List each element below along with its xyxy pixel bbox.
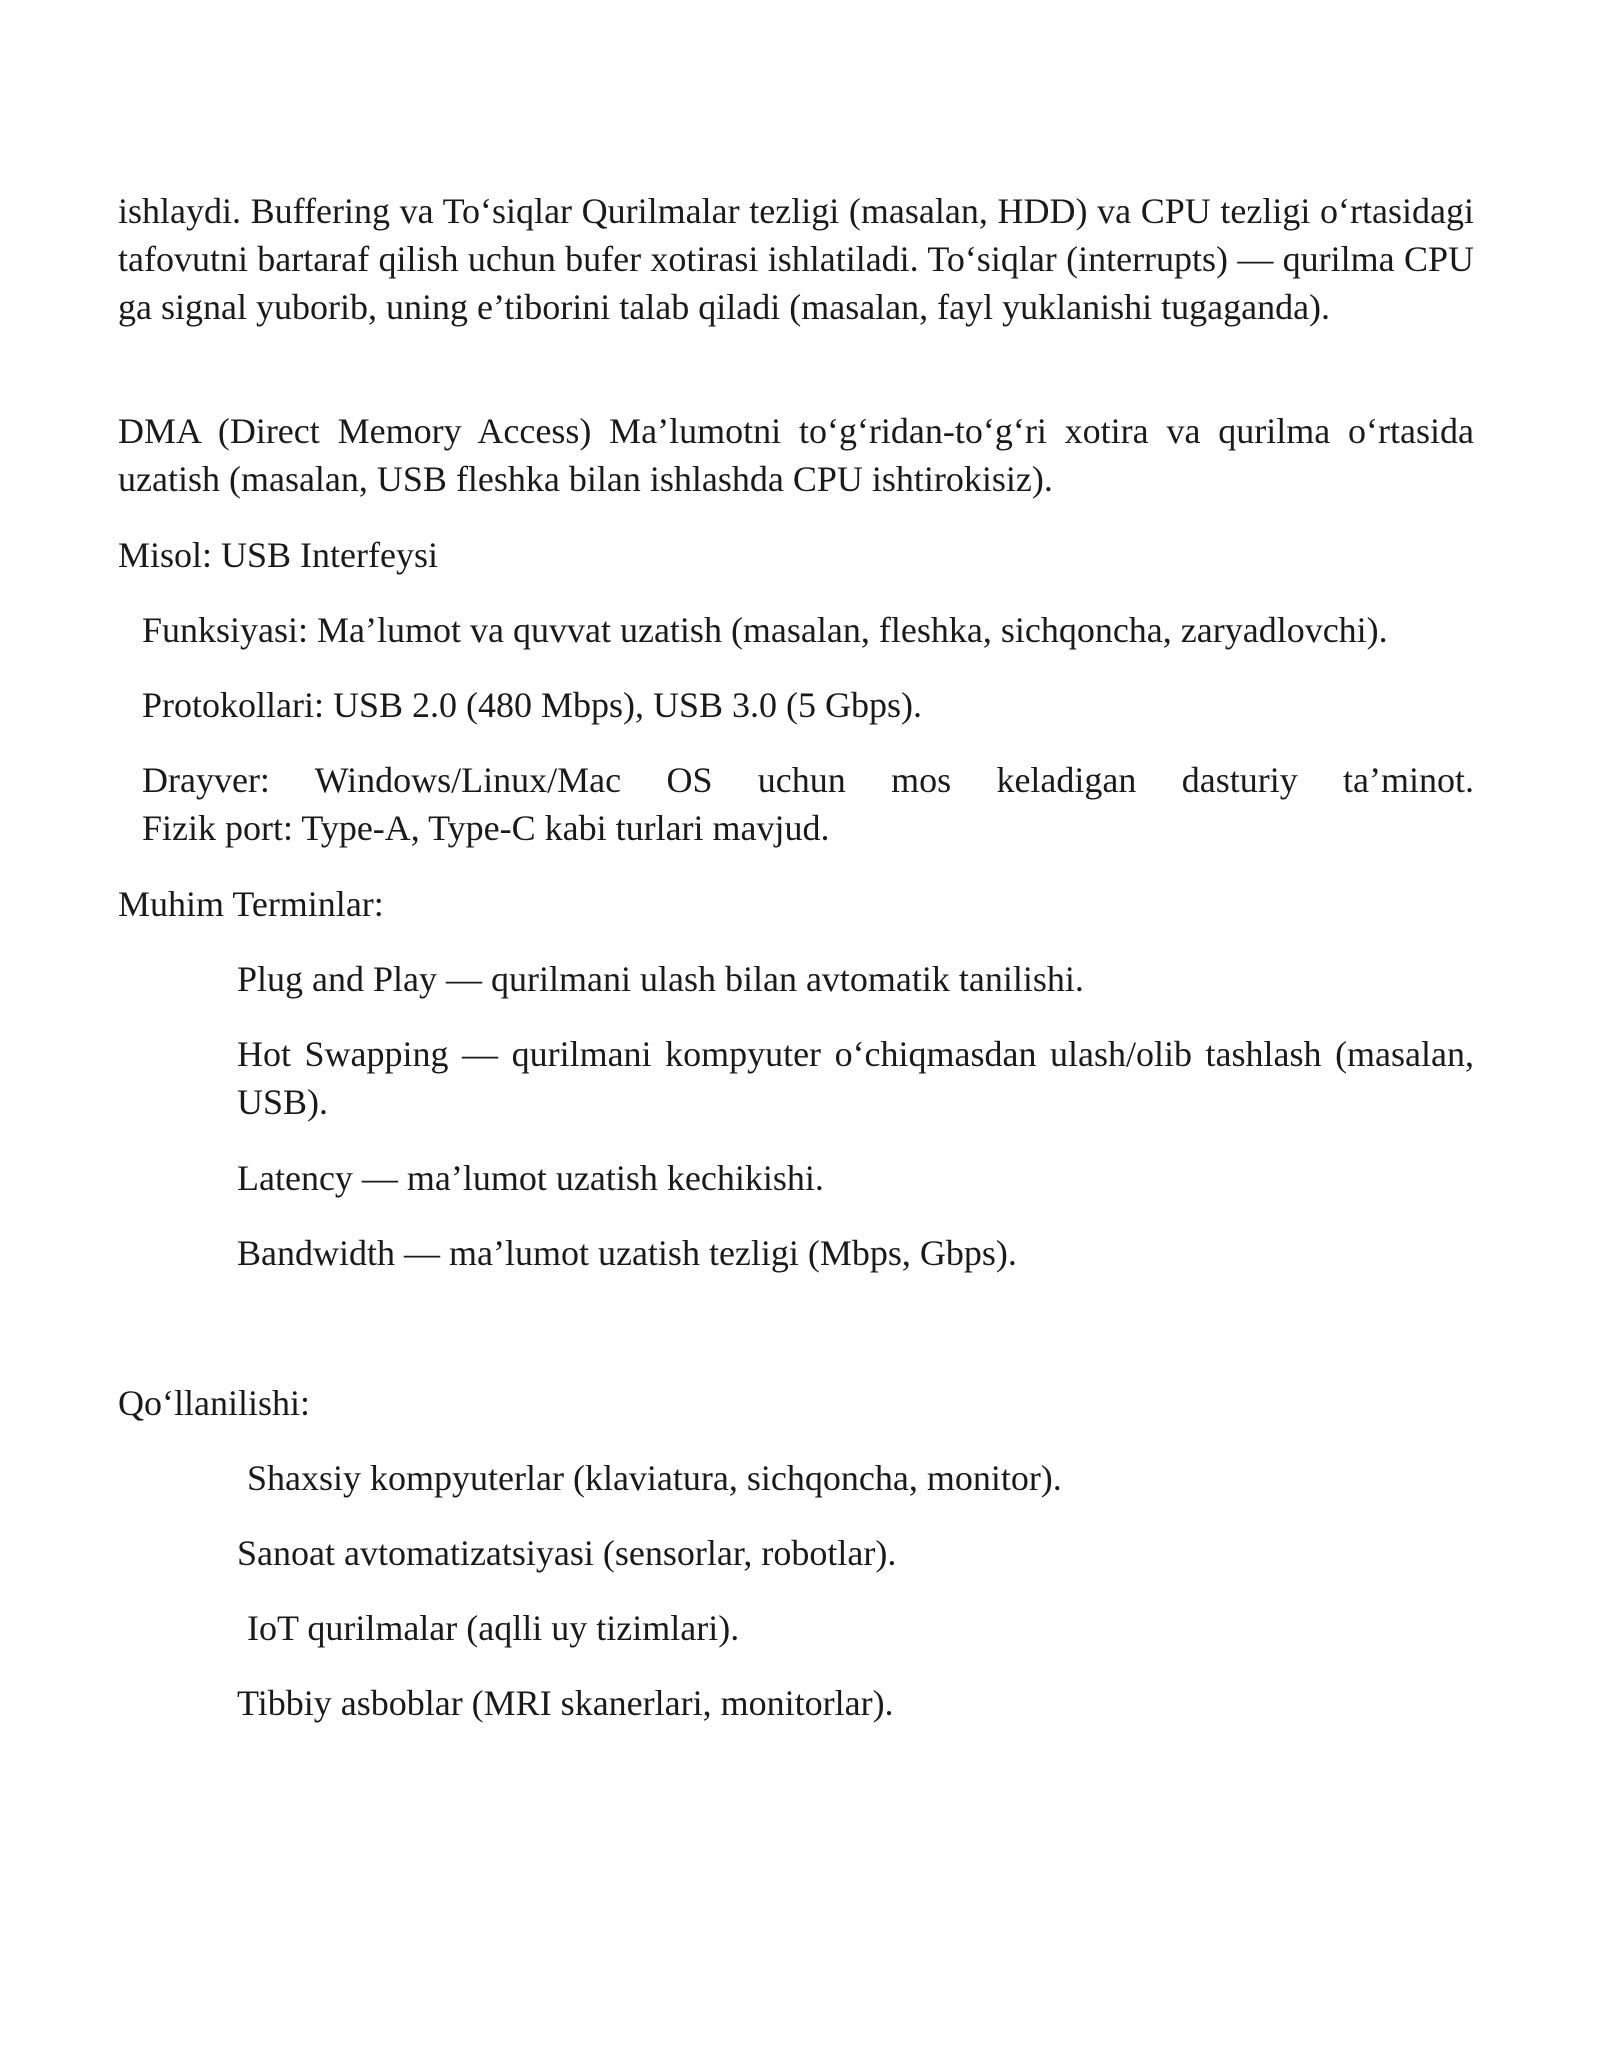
term-item: Bandwidth — ma’lumot uzatish tezligi (Mbps, Gbps).	[237, 1233, 1017, 1273]
drayver-line: Drayver: Windows/Linux/Mac OS uchun mos keladigan dasturiy ta’minot.	[142, 760, 1474, 800]
use-item: Sanoat avtomatizatsiyasi (sensorlar, robotlar).	[237, 1533, 897, 1573]
drayver-paragraph	[142, 756, 1474, 852]
dma-paragraph: DMA (Direct Memory Access) Ma’lumotni to‘g‘ridan-to‘g‘ri xotira va qurilma o‘rtasida uzatish (masalan, USB fleshka bilan ishlashda CPU ishtirokisiz).	[118, 411, 1474, 499]
use-item: IoT qurilmalar (aqlli uy tizimlari).	[247, 1608, 740, 1648]
fizik-port-line: Fizik port: Type-A, Type-C kabi turlari mavjud.	[142, 808, 830, 848]
intro-paragraph: ishlaydi. Buffering va To‘siqlar Qurilmalar tezligi (masalan, HDD) va CPU tezligi o‘rtasidagi tafovutni bartaraf qilish uchun bufer xotirasi ishlatiladi. To‘siqlar (interrupts) — qurilma CPU ga signal yuborib, uning e’tiborini talab qiladi (masalan, fayl yuklanishi tugaganda).	[118, 191, 1474, 327]
term-item: Latency — ma’lumot uzatish kechikishi.	[237, 1158, 824, 1198]
qollanilishi-heading: Qo‘llanilishi:	[118, 1383, 310, 1423]
funksiyasi-line: Funksiyasi: Ma’lumot va quvvat uzatish (masalan, fleshka, sichqoncha, zaryadlovchi).	[142, 610, 1388, 650]
use-item: Tibbiy asboblar (MRI skanerlari, monitorlar).	[237, 1683, 894, 1723]
misol-heading: Misol: USB Interfeysi	[118, 535, 438, 575]
terminlar-heading: Muhim Terminlar:	[118, 884, 384, 924]
term-item: Hot Swapping — qurilmani kompyuter o‘chiqmasdan ulash/olib tashlash (masalan, USB).	[237, 1034, 1474, 1122]
term-item: Plug and Play — qurilmani ulash bilan avtomatik tanilishi.	[237, 959, 1084, 999]
protokollari-line: Protokollari: USB 2.0 (480 Mbps), USB 3.0 (5 Gbps).	[142, 685, 923, 725]
use-item: Shaxsiy kompyuterlar (klaviatura, sichqoncha, monitor).	[247, 1458, 1062, 1498]
